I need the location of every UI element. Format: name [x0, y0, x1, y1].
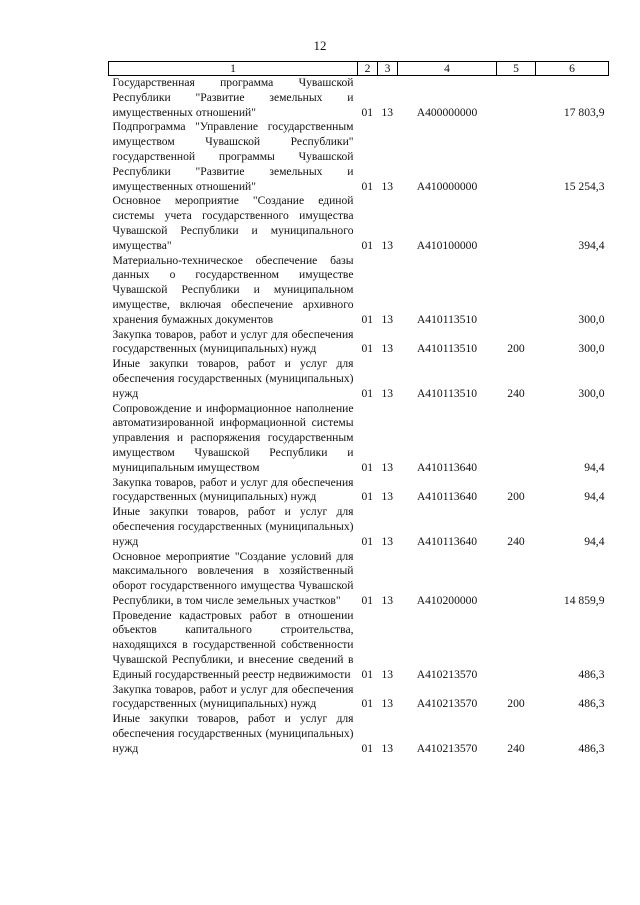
row-section: 01 — [361, 238, 374, 252]
table-row — [109, 402, 609, 476]
row-name: Основное мероприятие "Создание единой системы учета государственного имущества Чувашской Республики и муниципального имущества" — [112, 194, 354, 252]
table-row — [109, 683, 609, 713]
row-expense-type: 200 — [507, 342, 525, 356]
row-target-article: А410213570 — [416, 741, 478, 755]
table-row — [109, 550, 609, 609]
table-row — [109, 120, 609, 194]
row-target-article: А410113640 — [416, 460, 478, 474]
row-amount: 486,3 — [578, 741, 605, 755]
row-expense-type: 200 — [507, 697, 525, 711]
row-subsection: 13 — [381, 105, 394, 119]
row-amount: 94,4 — [584, 460, 605, 474]
row-name: Материально-техническое обеспечение базы данных о государственном имуществе Чувашской Республики и муниципальном имуществе, включая обеспечение архивного хранения бумажных документов — [112, 253, 354, 326]
row-expense-type — [497, 194, 536, 253]
row-amount: 94,4 — [584, 534, 605, 548]
row-amount: 14 859,9 — [563, 593, 605, 607]
table-header-row — [109, 62, 609, 76]
row-amount: 486,3 — [578, 667, 605, 681]
row-section: 01 — [361, 179, 374, 193]
row-amount: 394,4 — [578, 238, 605, 252]
row-subsection: 13 — [381, 179, 394, 193]
row-amount: 486,3 — [578, 697, 605, 711]
row-target-article: А410213570 — [416, 667, 478, 681]
row-amount: 17 803,9 — [563, 105, 605, 119]
row-subsection: 13 — [381, 460, 394, 474]
row-subsection: 13 — [381, 386, 394, 400]
row-expense-type — [497, 402, 536, 476]
row-name: Закупка товаров, работ и услуг для обеспечения государственных (муниципальных) нужд — [112, 475, 354, 504]
row-subsection: 13 — [381, 697, 394, 711]
header-col-expense-type: 5 — [497, 62, 536, 76]
row-section: 01 — [361, 490, 374, 504]
row-subsection: 13 — [381, 534, 394, 548]
row-target-article: А410213570 — [416, 697, 478, 711]
row-amount: 300,0 — [578, 342, 605, 356]
row-section: 01 — [361, 534, 374, 548]
row-name: Закупка товаров, работ и услуг для обеспечения государственных (муниципальных) нужд — [112, 682, 354, 711]
row-name: Основное мероприятие "Создание условий для максимального вовлечения в хозяйственный оборот государственного имущества Чувашской Республики, в том числе земельных участков" — [112, 549, 354, 607]
row-expense-type: 240 — [507, 534, 525, 548]
row-amount: 15 254,3 — [563, 179, 605, 193]
row-expense-type — [497, 254, 536, 328]
header-col-name: 1 — [109, 62, 358, 76]
row-expense-type — [497, 120, 536, 194]
row-amount: 94,4 — [584, 490, 605, 504]
row-subsection: 13 — [381, 342, 394, 356]
row-section: 01 — [361, 386, 374, 400]
row-amount: 300,0 — [578, 386, 605, 400]
row-name: Подпрограмма "Управление государственным имуществом Чувашской Республики" государственной программы Чувашской Республики "Развитие земельных и имущественных отношений" — [112, 120, 354, 193]
row-name: Проведение кадастровых работ в отношении объектов капитального строительства, находящихся в государственной собственности Чувашской Республики, и внесение сведений в Единый государственный реестр недвижимости — [112, 608, 354, 681]
row-target-article: А400000000 — [416, 105, 478, 119]
table-row — [109, 712, 609, 756]
row-name: Сопровождение и информационное наполнение автоматизированной информационной системы управления и распоряжения государственным имуществом Чувашской Республики и муниципальным имуществом — [112, 401, 354, 474]
row-section: 01 — [361, 312, 374, 326]
row-target-article: А410100000 — [416, 238, 478, 252]
row-name: Государственная программа Чувашской Республики "Развитие земельных и имущественных отношений" — [112, 76, 354, 119]
row-section: 01 — [361, 460, 374, 474]
row-expense-type — [497, 609, 536, 683]
row-amount: 300,0 — [578, 312, 605, 326]
row-section: 01 — [361, 667, 374, 681]
row-section: 01 — [361, 741, 374, 755]
row-target-article: А410113510 — [416, 386, 478, 400]
row-subsection: 13 — [381, 490, 394, 504]
row-section: 01 — [361, 342, 374, 356]
row-expense-type — [497, 76, 536, 121]
table-row — [109, 76, 609, 121]
row-target-article: А410000000 — [416, 179, 478, 193]
table-row — [109, 609, 609, 683]
row-target-article: А410200000 — [416, 593, 478, 607]
row-subsection: 13 — [381, 667, 394, 681]
row-name: Закупка товаров, работ и услуг для обеспечения государственных (муниципальных) нужд — [112, 327, 354, 356]
row-name: Иные закупки товаров, работ и услуг для обеспечения государственных (муниципальных) нужд — [112, 357, 354, 400]
budget-table — [108, 61, 609, 757]
header-col-subsection: 3 — [378, 62, 398, 76]
header-col-section: 2 — [358, 62, 378, 76]
row-section: 01 — [361, 697, 374, 711]
table-row — [109, 328, 609, 358]
row-section: 01 — [361, 105, 374, 119]
table-row — [109, 476, 609, 506]
table-row — [109, 194, 609, 253]
row-subsection: 13 — [381, 238, 394, 252]
table-row — [109, 254, 609, 328]
row-expense-type — [497, 550, 536, 609]
row-target-article: А410113510 — [416, 312, 478, 326]
table-row — [109, 505, 609, 549]
row-expense-type: 240 — [507, 741, 525, 755]
row-section: 01 — [361, 593, 374, 607]
row-target-article: А410113510 — [416, 342, 478, 356]
row-subsection: 13 — [381, 741, 394, 755]
row-expense-type: 200 — [507, 490, 525, 504]
header-col-target-article: 4 — [398, 62, 497, 76]
page-number: 12 — [313, 38, 327, 53]
row-expense-type: 240 — [507, 386, 525, 400]
row-target-article: А410113640 — [416, 534, 478, 548]
table-row — [109, 357, 609, 401]
row-target-article: А410113640 — [416, 490, 478, 504]
row-name: Иные закупки товаров, работ и услуг для обеспечения государственных (муниципальных) нужд — [112, 712, 354, 755]
row-name: Иные закупки товаров, работ и услуг для обеспечения государственных (муниципальных) нужд — [112, 505, 354, 548]
header-col-amount: 6 — [536, 62, 609, 76]
row-subsection: 13 — [381, 312, 394, 326]
row-subsection: 13 — [381, 593, 394, 607]
